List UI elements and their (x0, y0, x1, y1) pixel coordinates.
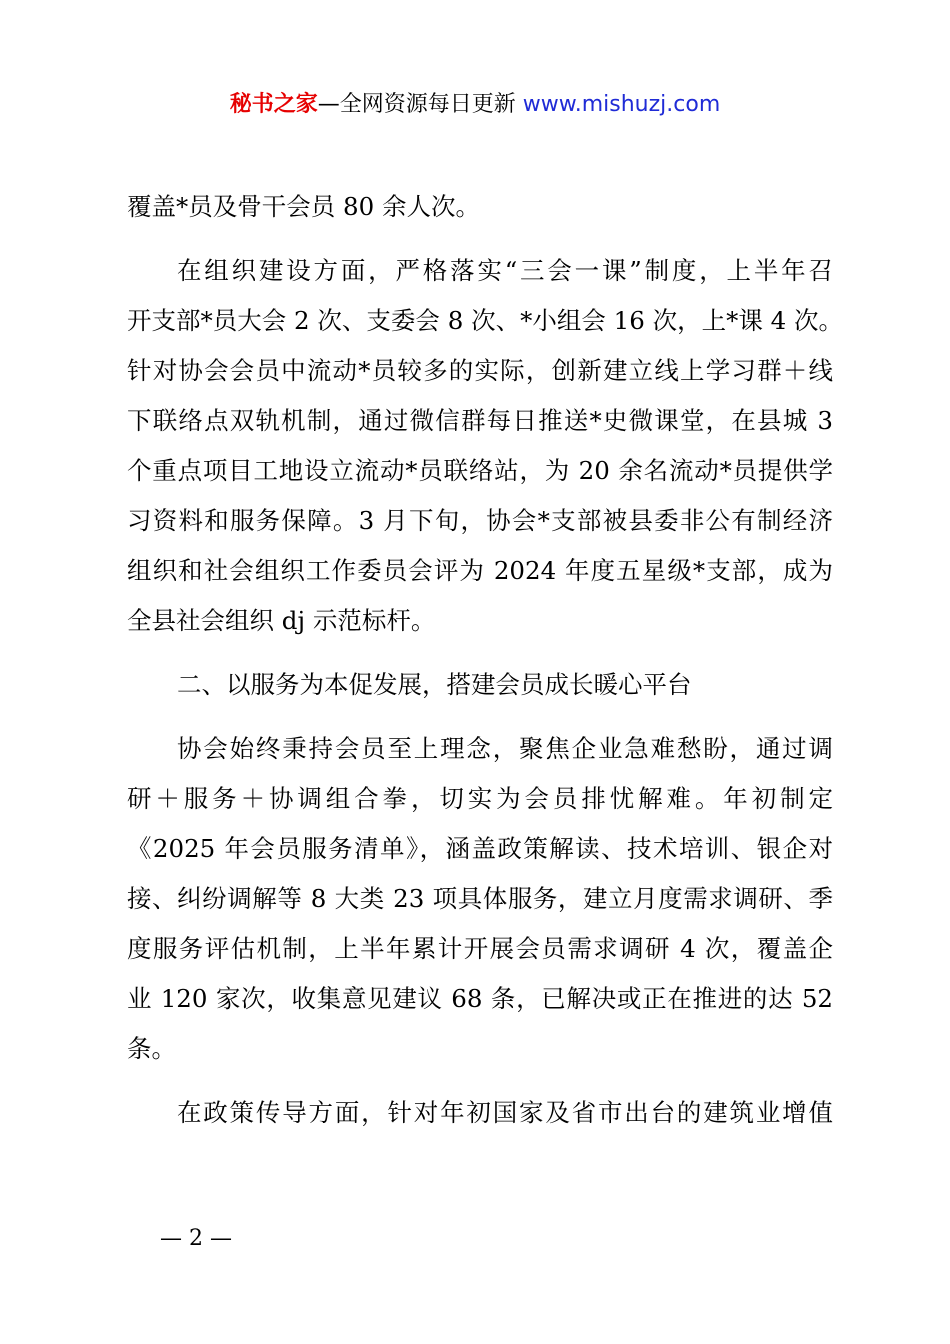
paragraph-line: 组织和社会组织工作委员会评为 2024 年度五星级*支部，成为 (127, 556, 833, 585)
header-tagline: —全网资源每日更新 (317, 92, 523, 117)
paragraph-line: 业 120 家次，收集意见建议 68 条，已解决或正在推进的达 52 (127, 984, 833, 1013)
paragraph-line: 下联络点双轨机制，通过微信群每日推送*史微课堂，在县城 3 (127, 406, 833, 435)
paragraph-line: 覆盖*员及骨干会员 80 余人次。 (127, 192, 480, 221)
paragraph-line: 度服务评估机制，上半年累计开展会员需求调研 4 次，覆盖企 (127, 934, 833, 963)
document-body (127, 182, 843, 1138)
site-header (0, 88, 950, 122)
paragraph-line: 接、纠纷调解等 8 大类 23 项具体服务，建立月度需求调研、季 (127, 884, 833, 913)
paragraph-line: 针对协会会员中流动*员较多的实际，创新建立线上学习群＋线 (127, 356, 833, 385)
paragraph-line: 开支部*员大会 2 次、支委会 8 次、*小组会 16 次，上*课 4 次。 (127, 306, 843, 335)
paragraph-line: 《2025 年会员服务清单》，涵盖政策解读、技术培训、银企对 (127, 834, 833, 863)
paragraph-line: 习资料和服务保障。3 月下旬，协会*支部被县委非公有制经济 (127, 506, 833, 535)
paragraph-line: 协会始终秉持会员至上理念，聚焦企业急难愁盼，通过调 (177, 734, 833, 763)
paragraph-line: 个重点项目工地设立流动*员联络站，为 20 余名流动*员提供学 (127, 456, 833, 485)
paragraph-line: 条。 (127, 1034, 176, 1063)
paragraph-line: 全县社会组织 dj 示范标杆。 (127, 606, 436, 635)
header-url-link[interactable]: www.mishuzj.com (522, 92, 721, 117)
header-brand: 秘书之家 (229, 92, 318, 117)
paragraph-line: 在组织建设方面，严格落实“三会一课”制度，上半年召 (177, 256, 833, 285)
paragraph-line: 在政策传导方面，针对年初国家及省市出台的建筑业增值 (177, 1098, 833, 1127)
page-number: — 2 — (160, 1226, 232, 1251)
paragraph-line: 研＋服务＋协调组合拳，切实为会员排忧解难。年初制定 (127, 784, 833, 813)
section-heading: 二、以服务为本促发展，搭建会员成长暖心平台 (177, 670, 692, 699)
